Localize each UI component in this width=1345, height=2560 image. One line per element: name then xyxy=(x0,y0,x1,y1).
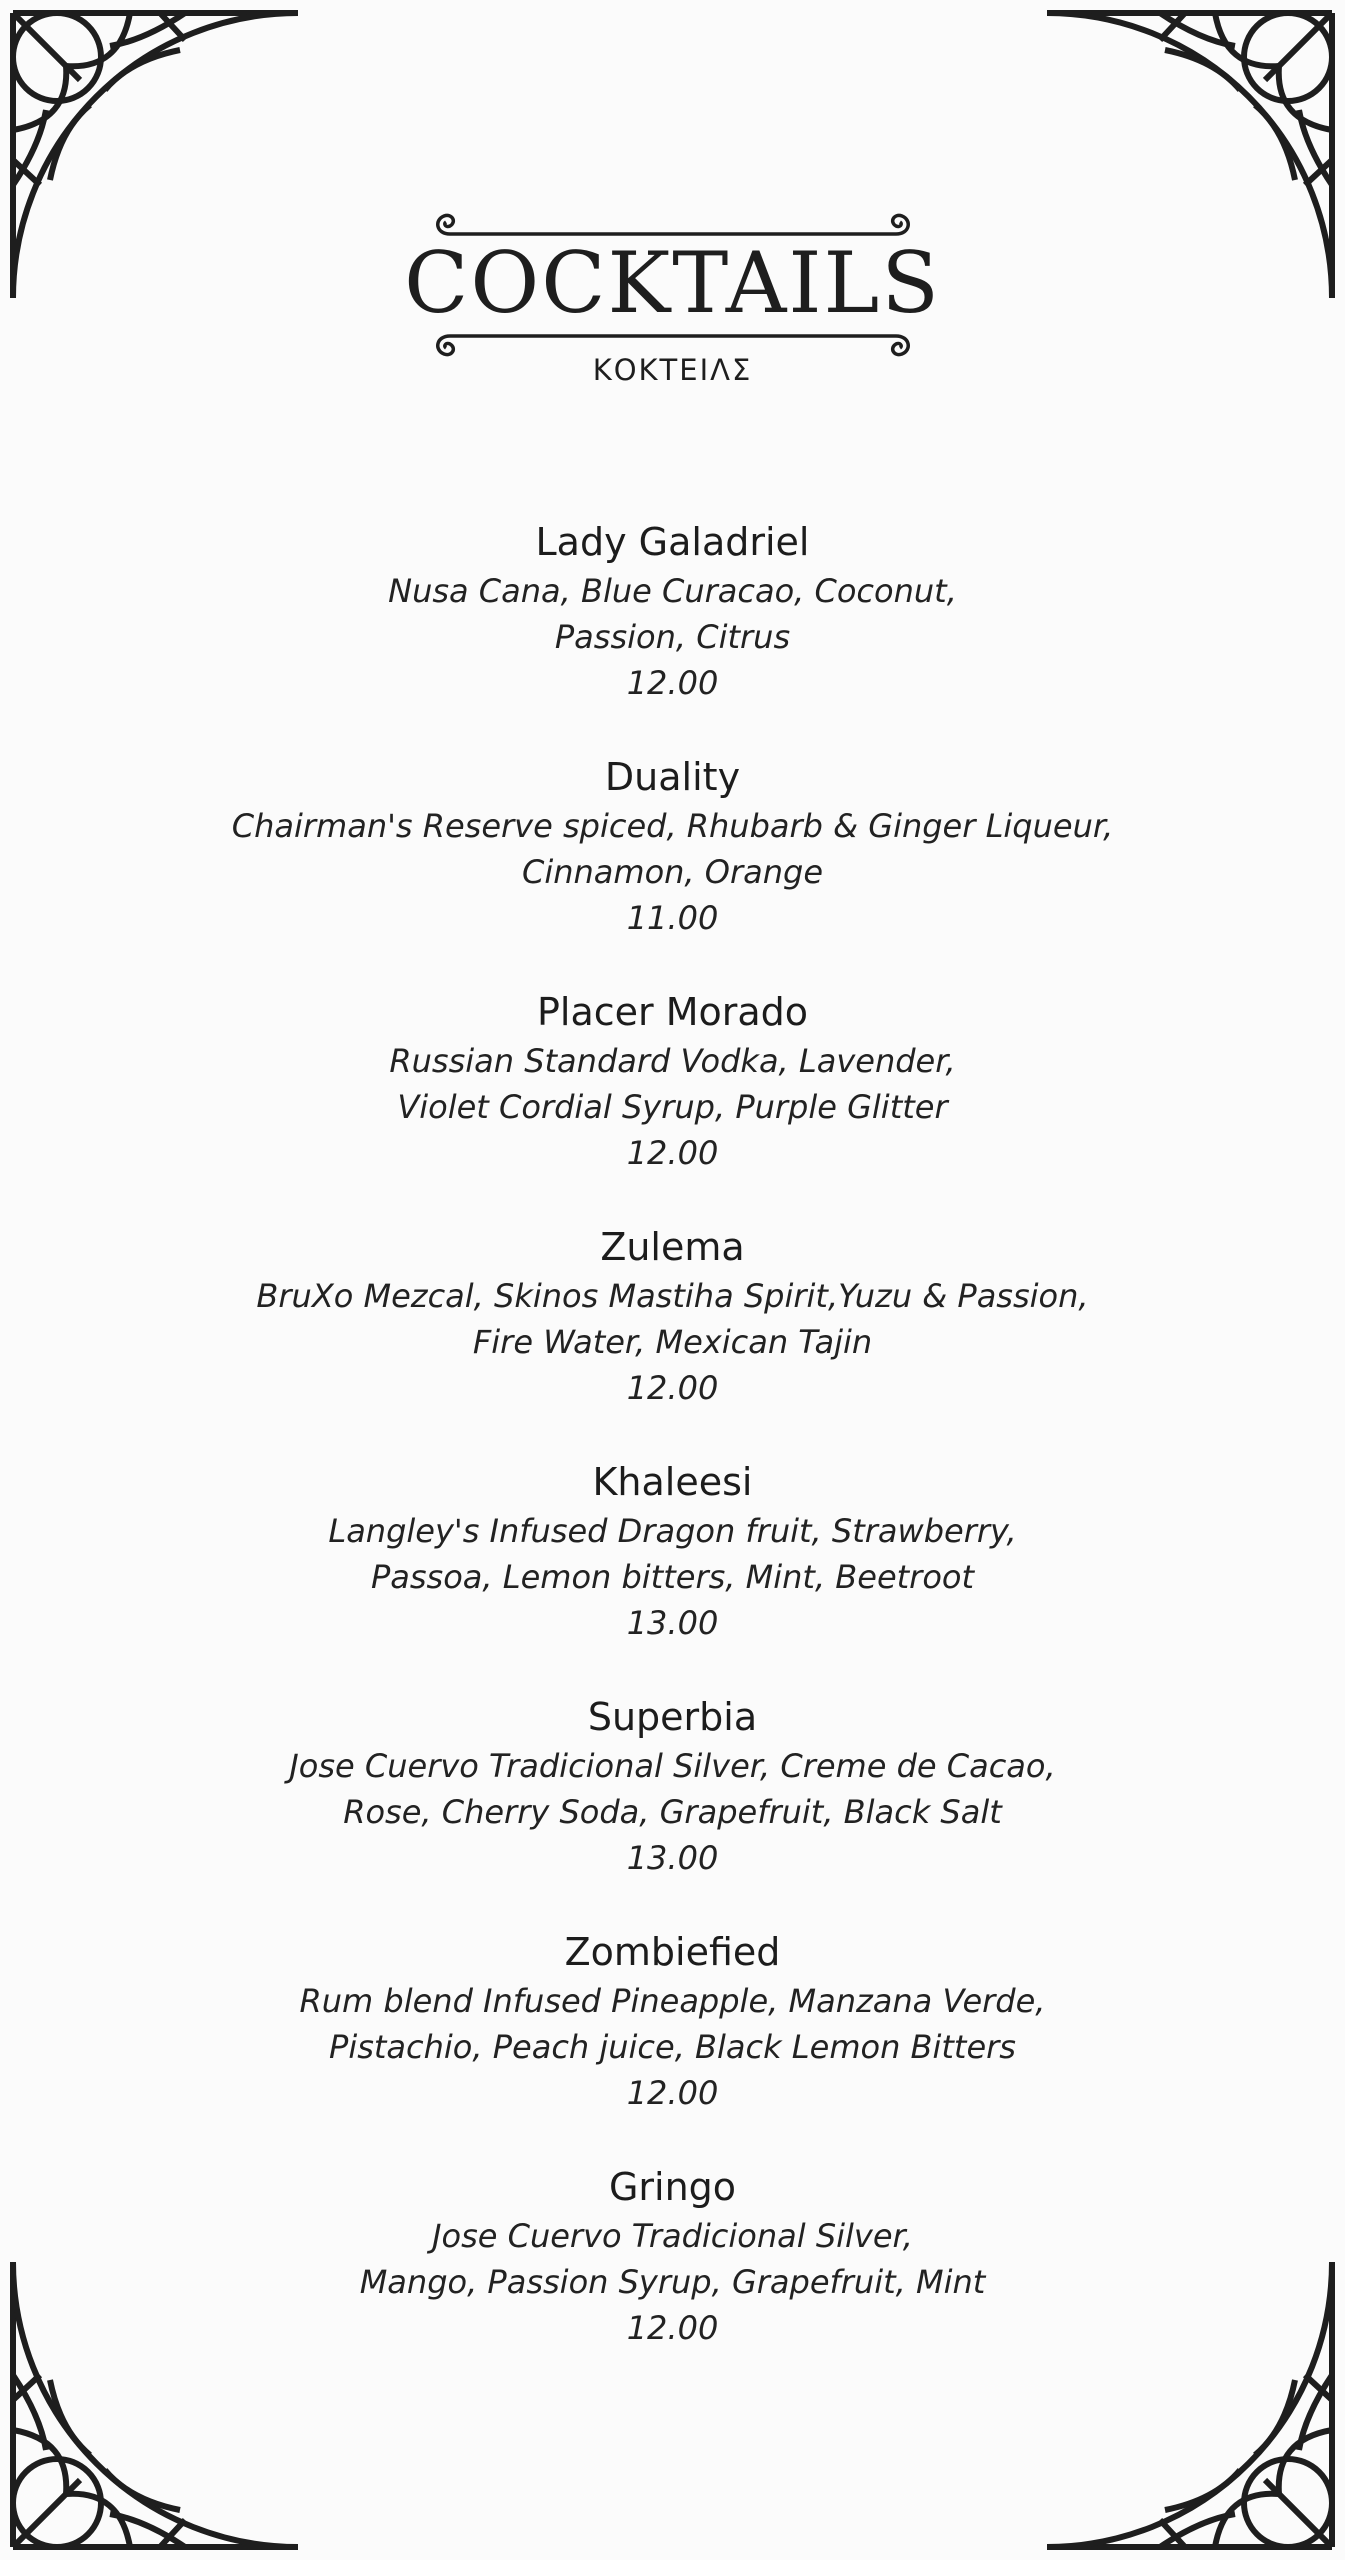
cocktail-ingredients: Jose Cuervo Tradicional Silver, xyxy=(432,2217,913,2255)
cocktail-ingredients: Nusa Cana, Blue Curacao, Coconut, xyxy=(388,572,957,610)
list-item xyxy=(0,1926,1345,2161)
cocktail-ingredients: Mango, Passion Syrup, Grapefruit, Mint xyxy=(359,2263,986,2301)
cocktail-ingredients: Rum blend Infused Pineapple, Manzana Verde, xyxy=(299,1982,1046,2020)
list-item xyxy=(0,1221,1345,1456)
cocktail-price: 12.00 xyxy=(626,664,719,702)
cocktail-list xyxy=(0,516,1345,2396)
cocktail-ingredients: Russian Standard Vodka, Lavender, xyxy=(389,1042,956,1080)
list-item xyxy=(0,2161,1345,2396)
cocktail-ingredients: Fire Water, Mexican Tajin xyxy=(472,1323,873,1361)
cocktail-name: Zombiefied xyxy=(564,1930,781,1974)
cocktail-name: Lady Galadriel xyxy=(535,520,810,564)
cocktail-name: Gringo xyxy=(608,2165,737,2209)
list-item xyxy=(0,751,1345,986)
cocktail-price: 13.00 xyxy=(626,1604,719,1642)
cocktail-name: Zulema xyxy=(600,1225,745,1269)
cocktail-price: 12.00 xyxy=(626,2309,719,2347)
cocktail-ingredients: BruXo Mezcal, Skinos Mastiha Spirit,Yuzu & Passion, xyxy=(256,1277,1089,1315)
cocktail-ingredients: Cinnamon, Orange xyxy=(521,853,823,891)
cocktail-ingredients: Pistachio, Peach juice, Black Lemon Bitters xyxy=(329,2028,1016,2066)
cocktail-ingredients: Passion, Citrus xyxy=(554,618,791,656)
cocktail-price: 12.00 xyxy=(626,1369,719,1407)
list-item xyxy=(0,1691,1345,1926)
page-title: COCKTAILS xyxy=(404,234,941,332)
cocktail-ingredients: Jose Cuervo Tradicional Silver, Creme de Cacao, xyxy=(289,1747,1056,1785)
list-item xyxy=(0,516,1345,751)
cocktail-price: 12.00 xyxy=(626,2074,719,2112)
cocktail-name: Superbia xyxy=(587,1695,758,1739)
cocktail-ingredients: Violet Cordial Syrup, Purple Glitter xyxy=(397,1088,948,1126)
cocktail-ingredients: Rose, Cherry Soda, Grapefruit, Black Salt xyxy=(343,1793,1002,1831)
page-subtitle: ΚΟΚΤΕΙΛΣ xyxy=(592,353,753,387)
cocktail-ingredients: Chairman's Reserve spiced, Rhubarb & Ginger Liqueur, xyxy=(231,807,1114,845)
cocktail-ingredients: Passoa, Lemon bitters, Mint, Beetroot xyxy=(370,1558,975,1596)
cocktail-name: Duality xyxy=(604,755,741,799)
list-item xyxy=(0,1456,1345,1691)
cocktail-price: 11.00 xyxy=(626,899,719,937)
cocktail-ingredients: Langley's Infused Dragon fruit, Strawberry, xyxy=(328,1512,1017,1550)
cocktail-price: 12.00 xyxy=(626,1134,719,1172)
cocktail-name: Khaleesi xyxy=(592,1460,753,1504)
cocktail-price: 13.00 xyxy=(626,1839,719,1877)
cocktail-name: Placer Morado xyxy=(536,990,809,1034)
list-item xyxy=(0,986,1345,1221)
